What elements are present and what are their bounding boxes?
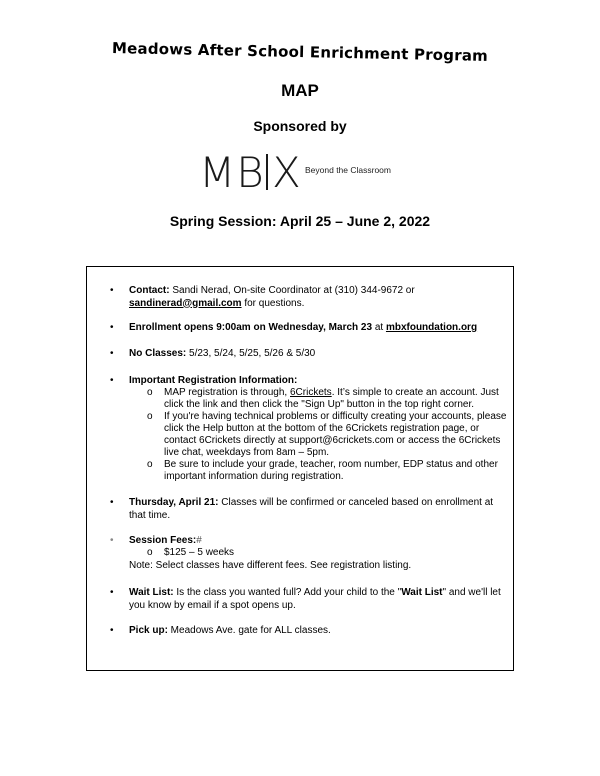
bullet-icon: • bbox=[110, 497, 114, 508]
mbxfoundation-link[interactable]: mbxfoundation.org bbox=[385, 322, 478, 333]
acronym-title: MAP bbox=[281, 81, 319, 100]
logo-x: X bbox=[272, 148, 301, 197]
fees-mark: # bbox=[196, 535, 202, 546]
registration-sub1-text: MAP registration is through, bbox=[164, 387, 290, 398]
enrollment-label: Enrollment opens 9:00am on Wednesday, March 23 bbox=[129, 322, 373, 333]
pickup-label: Pick up: bbox=[129, 625, 168, 636]
sub-bullet-icon: o bbox=[147, 547, 153, 558]
bullet-icon: • bbox=[110, 625, 114, 636]
bullet-icon: • bbox=[110, 285, 114, 296]
contact-email-link[interactable]: sandinerad@gmail.com bbox=[129, 297, 242, 309]
contact-after: for questions. bbox=[241, 297, 305, 309]
sub-bullet-icon: o bbox=[147, 387, 153, 398]
wait-list-bold: Wait List bbox=[401, 587, 443, 598]
program-title: Meadows After School Enrichment Program bbox=[111, 39, 489, 65]
fees-label: Session Fees: bbox=[129, 535, 197, 546]
fees-amount: $125 – 5 weeks bbox=[164, 547, 235, 558]
6crickets-link[interactable]: 6Crickets bbox=[290, 387, 332, 398]
fees-item bbox=[129, 535, 501, 548]
enrollment-at: at bbox=[372, 322, 386, 333]
fees-note: Note: Select classes have different fees. See registration listing. bbox=[129, 560, 412, 571]
contact-item bbox=[129, 285, 501, 310]
registration-item bbox=[129, 375, 501, 388]
bullet-icon: • bbox=[110, 348, 114, 359]
enrollment-item bbox=[129, 322, 501, 335]
wait-list-item bbox=[129, 587, 501, 612]
no-classes-label: No Classes: bbox=[129, 348, 187, 359]
registration-sub3: Be sure to include your grade, teacher, room number, EDP status and other important information during registration. bbox=[164, 459, 498, 482]
bullet-icon: • bbox=[110, 322, 114, 333]
bullet-icon: • bbox=[110, 375, 114, 386]
sub-bullet-icon: o bbox=[147, 411, 153, 422]
bullet-icon: • bbox=[110, 587, 114, 598]
logo-tagline: Beyond the Classroom bbox=[305, 165, 391, 175]
registration-sub1-rest: . It’s simple to create an account. Just click the link and then click the "Sign Up" button in the top right corner. bbox=[164, 387, 499, 410]
bullet-icon: • bbox=[110, 535, 114, 546]
pickup-item bbox=[129, 625, 501, 638]
thursday-label: Thursday, April 21: bbox=[129, 497, 219, 508]
registration-sub1 bbox=[164, 387, 509, 411]
no-classes-dates: 5/23, 5/24, 5/25, 5/26 & 5/30 bbox=[186, 348, 316, 359]
wait-list-rest: " and we'll let you know by email if a spot opens up. bbox=[129, 587, 501, 611]
contact-label: Contact: bbox=[129, 285, 170, 296]
contact-text: Sandi Nerad, On-site Coordinator at (310) 344-9672 or bbox=[169, 285, 415, 296]
registration-sub2: If you're having technical problems or difficulty creating your accounts, please click the Help button at the bottom of the 6Crickets registration page, or contact 6Crickets directly at support@6crickets.com or access the 6Crickets live chat, weekdays from 8am – 5pm. bbox=[164, 411, 507, 458]
sub-bullet-icon: o bbox=[147, 459, 153, 470]
logo-divider bbox=[266, 154, 268, 190]
registration-label: Important Registration Information: bbox=[129, 375, 298, 386]
logo-mb: MB bbox=[199, 148, 265, 197]
wait-list-text: Is the class you wanted full? Add your child to the " bbox=[173, 587, 402, 598]
thursday-item bbox=[129, 497, 501, 522]
thursday-text: Classes will be confirmed or canceled based on enrollment at that time. bbox=[129, 497, 494, 521]
mbx-logo bbox=[199, 148, 419, 197]
pickup-text: Meadows Ave. gate for ALL classes. bbox=[167, 625, 331, 636]
sponsored-by: Sponsored by bbox=[253, 118, 347, 134]
no-classes-item bbox=[129, 348, 501, 361]
session-dates: Spring Session: April 25 – June 2, 2022 bbox=[169, 213, 431, 229]
wait-list-label: Wait List: bbox=[129, 587, 174, 598]
